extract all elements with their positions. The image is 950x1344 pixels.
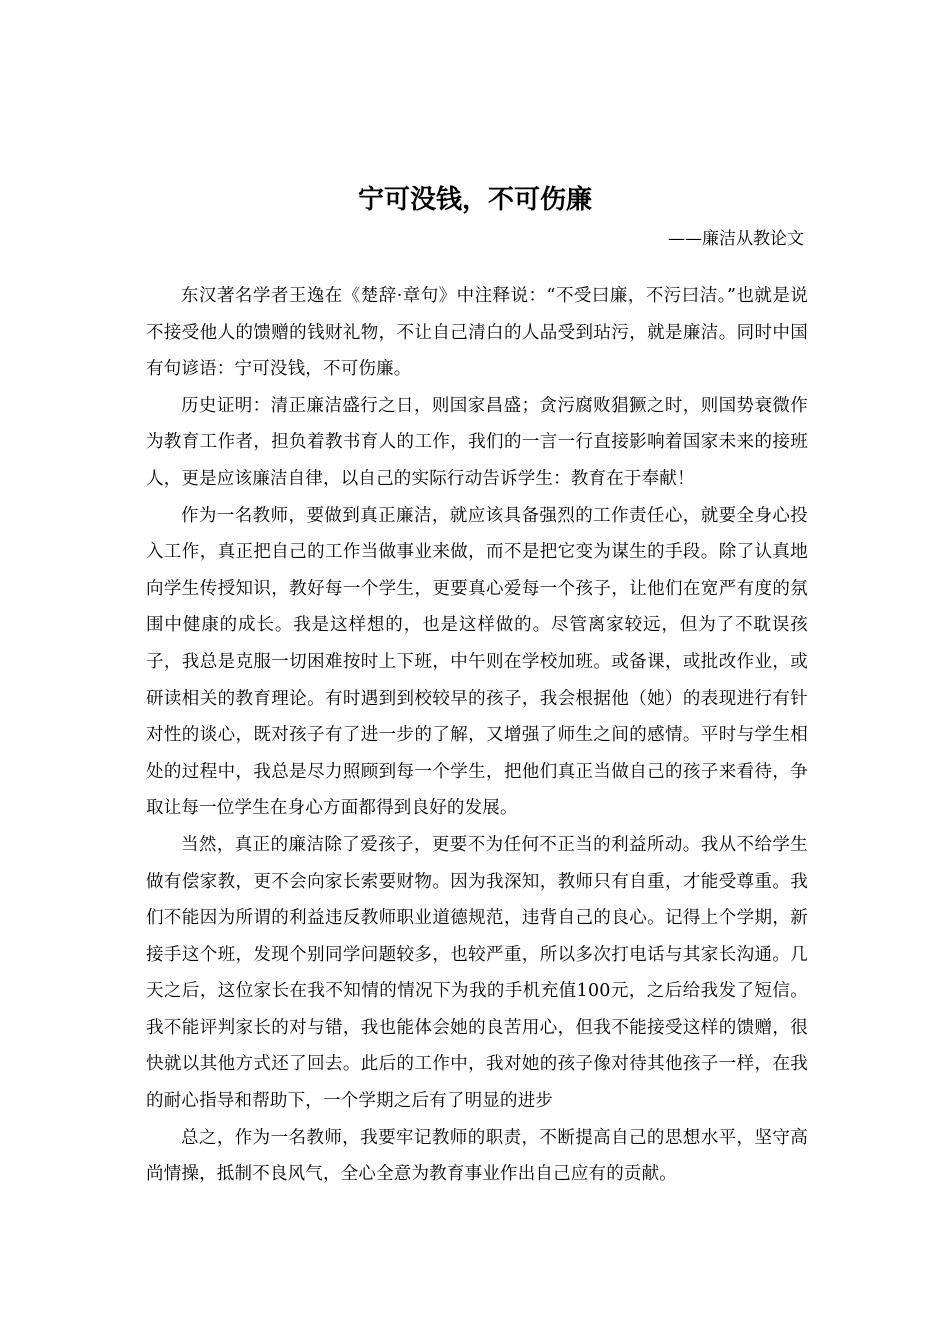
paragraph: 总之，作为一名教师，我要牢记教师的职责，不断提高自己的思想水平，坚守高尚情操，抵制不良风气，全心全意为教育事业作出自己应有的贡献。 bbox=[146, 1127, 808, 1185]
paragraph: 东汉著名学者王逸在《楚辞·章句》中注释说：“不受曰廉，不污曰洁。”也就是说不接受他人的馈赠的钱财礼物，不让自己清白的人品受到玷污，就是廉洁。同时中国有句谚语：宁可没钱，不可伤廉。 bbox=[146, 286, 808, 380]
document-body bbox=[146, 278, 808, 1193]
paragraph: 作为一名教师，要做到真正廉洁，就应该具备强烈的工作责任心，就要全身心投入工作，真正把自己的工作当做事业来做，而不是把它变为谋生的手段。除了认真地向学生传授知识，教好每一个学生，更要真心爱每一个孩子，让他们在宽严有度的氛围中健康的成长。我是这样想的，也是这样做的。尽管离家较远，但为了不耽误孩子，我总是克服一切困难按时上下班，中午则在学校加班。或备课，或批改作业，或研读相关的教育理论。有时遇到到校较早的孩子，我会根据他（她）的表现进行有针对性的谈心，既对孩子有了进一步的了解，又增强了师生之间的感情。平时与学生相处的过程中，我总是尽力照顾到每一个学生，把他们真正当做自己的孩子来看待，争取让每一位学生在身心方面都得到良好的发展。 bbox=[146, 505, 808, 819]
document-subtitle: ——廉洁从教论文 bbox=[668, 229, 804, 249]
paragraph: 历史证明：清正廉洁盛行之日，则国家昌盛；贪污腐败猖獗之时，则国势衰微作为教育工作者，担负着教书育人的工作，我们的一言一行直接影响着国家未来的接班人，更是应该廉洁自律，以自己的实际行动告诉学生：教育在于奉献！ bbox=[146, 395, 808, 489]
paragraph: 当然，真正的廉洁除了爱孩子，更要不为任何不正当的利益所动。我从不给学生做有偿家教，更不会向家长索要财物。因为我深知，教师只有自重，才能受尊重。我们不能因为所谓的利益违反教师职业道德规范，违背自己的良心。记得上个学期，新接手这个班，发现个别同学问题较多，也较严重，所以多次打电话与其家长沟通。几天之后，这位家长在我不知情的情况下为我的手机充值100元，之后给我发了短信。我不能评判家长的对与错，我也能体会她的良苦用心，但我不能接受这样的馈赠，很快就以其他方式还了回去。此后的工作中，我对她的孩子像对待其他孩子一样，在我的耐心指导和帮助下，一个学期之后有了明显的进步 bbox=[146, 834, 808, 1112]
document-title: 宁可没钱，不可伤廉 bbox=[357, 185, 592, 215]
